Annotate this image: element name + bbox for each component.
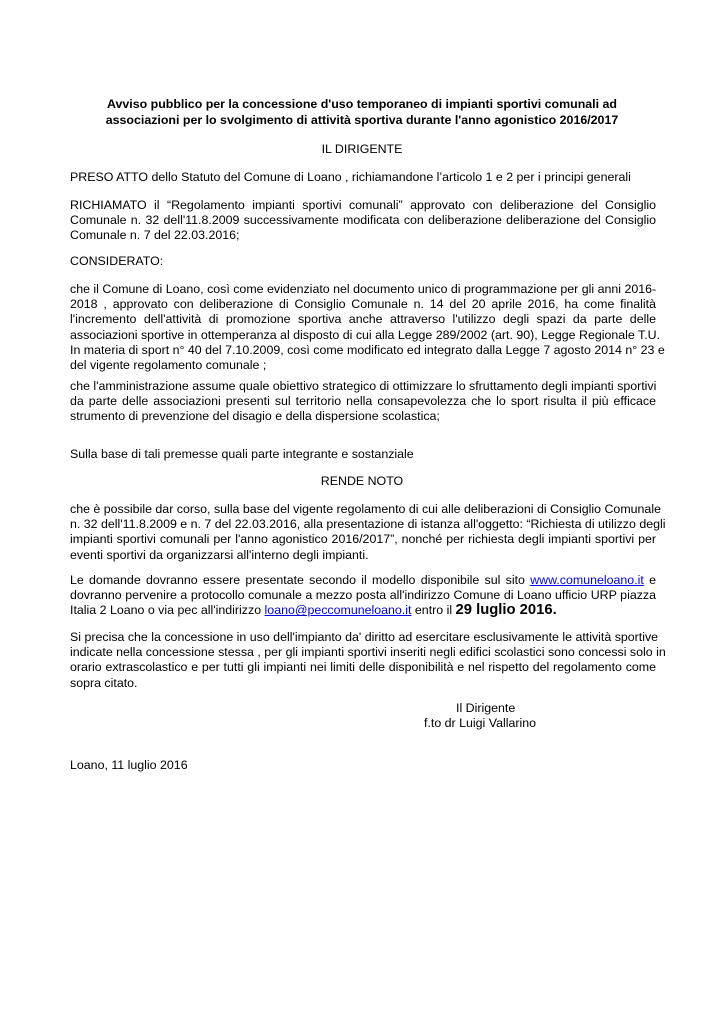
text-line: 2018 , approvato con deliberazione di Consiglio Comunale n. 14 del 20 aprile 2016, ha come finalità	[70, 297, 656, 312]
text-line: orario extrascolastico e per tutti gli impianti nei limiti delle disponibilità e nel rispetto del regolamento come	[70, 660, 656, 675]
text-line: impianti sportivi comunali per l'anno agonistico 2016/2017”, nonché per richiesta degli impianti sportivi per	[70, 532, 656, 547]
notice-title-line: Avviso pubblico per la concessione d'uso temporaneo di impianti sportivi comunali ad	[107, 97, 617, 111]
rende-noto-paragraph	[70, 502, 666, 563]
place-date: Loano, 11 luglio 2016	[70, 758, 188, 772]
text-line: associazioni sportive in ottemperanza al disposto di cui alla Legge 289/2002 (art. 90), Legge Regionale T.U.	[70, 327, 661, 342]
text-line: strumento di prevenzione del disagio e della dispersione scolastica;	[70, 409, 440, 424]
notice-title-line: associazioni per lo svolgimento di attività sportiva durante l'anno agonistico 2016/2017	[105, 113, 619, 127]
text-line: RICHIAMATO il “Regolamento impianti sportivi comunali” approvato con deliberazione del Consiglio	[70, 198, 656, 212]
text-line: indicate nella concessione stessa , per gli impianti sportivi inseriti negli edifici scolastici sono concessi solo in	[70, 645, 666, 660]
text-line: n. 32 dell'11.8.2009 e n. 7 del 22.03.2016, alla presentazione di istanza all'oggetto: “Richiesta di utilizzo degli	[70, 517, 666, 532]
text-line: sopra citato.	[70, 675, 138, 690]
text-line: che l'amministrazione assume quale obiettivo strategico di ottimizzare lo sfruttamento degli impianti sportivi	[70, 379, 657, 393]
text-segment: Le domande dovranno essere presentate secondo il modello disponibile sul sito	[70, 573, 531, 587]
website-link[interactable]: www.comuneloano.it	[530, 573, 644, 587]
text-line: Si precisa che la concessione in uso dell'impianto da' diritto ad esercitare esclusivamente le attività sportive	[70, 630, 659, 644]
text-line: eventi sportivi da organizzarsi all'interno degli impianti.	[70, 547, 369, 562]
deadline-date: 29 luglio 2016.	[455, 602, 557, 619]
text-segment: e	[643, 573, 656, 587]
signature-role: Il Dirigente	[456, 701, 516, 715]
heading-il-dirigente: IL DIRIGENTE	[321, 142, 403, 156]
pec-email-link[interactable]: loano@peccomuneloano.it	[264, 603, 412, 618]
preso-atto-paragraph: PRESO ATTO dello Statuto del Comune di Loano , richiamandone l’articolo 1 e 2 per i principi generali	[70, 170, 631, 184]
text-line	[70, 573, 656, 588]
text-segment: Italia 2 Loano o via pec all'indirizzo	[70, 603, 265, 618]
considerato-paragraph-1	[70, 282, 665, 373]
text-line: del vigente regolamento comunale ;	[70, 358, 267, 373]
text-line: Comunale n. 32 dell'11.8.2009 successivamente modificata con deliberazione deliberazione del Consiglio	[70, 213, 656, 228]
notice-title	[70, 96, 654, 128]
text-line: dovranno pervenire a protocollo comunale a mezzo posta all'indirizzo Comune di Loano ufficio URP piazza	[70, 588, 656, 603]
text-line: che è possibile dar corso, sulla base del vigente regolamento di cui alle deliberazioni di Consiglio Comunale	[70, 502, 661, 516]
precisa-paragraph	[70, 630, 666, 691]
premesse-line: Sulla base di tali premesse quali parte integrante e sostanziale	[70, 447, 414, 461]
considerato-paragraph-2	[70, 379, 656, 425]
text-line: l'incremento dell'attività di promozione sportiva anche attraverso l'utilizzo degli spazi da parte delle	[70, 312, 656, 327]
richiamato-paragraph	[70, 198, 656, 244]
text-line: da parte delle associazioni presenti sul territorio nella consapevolezza che lo sport risulta il più efficace	[70, 394, 656, 409]
signature-name: f.to dr Luigi Vallarino	[424, 716, 537, 730]
text-segment: entro il	[411, 603, 456, 618]
text-line: che il Comune di Loano, così come evidenziato nel documento unico di programmazione per gli anni 2016-	[70, 282, 657, 296]
text-line	[70, 603, 656, 618]
text-line: Comunale n. 7 del 22.03.2016;	[70, 228, 240, 243]
heading-rende-noto: RENDE NOTO	[320, 474, 404, 488]
text-line: In materia di sport n° 40 del 7.10.2009, così come modificato ed integrato dalla Legge 7 agosto 2014 n° 23 e	[70, 342, 665, 357]
domande-paragraph	[70, 573, 656, 619]
considerato-label: CONSIDERATO:	[70, 254, 164, 268]
